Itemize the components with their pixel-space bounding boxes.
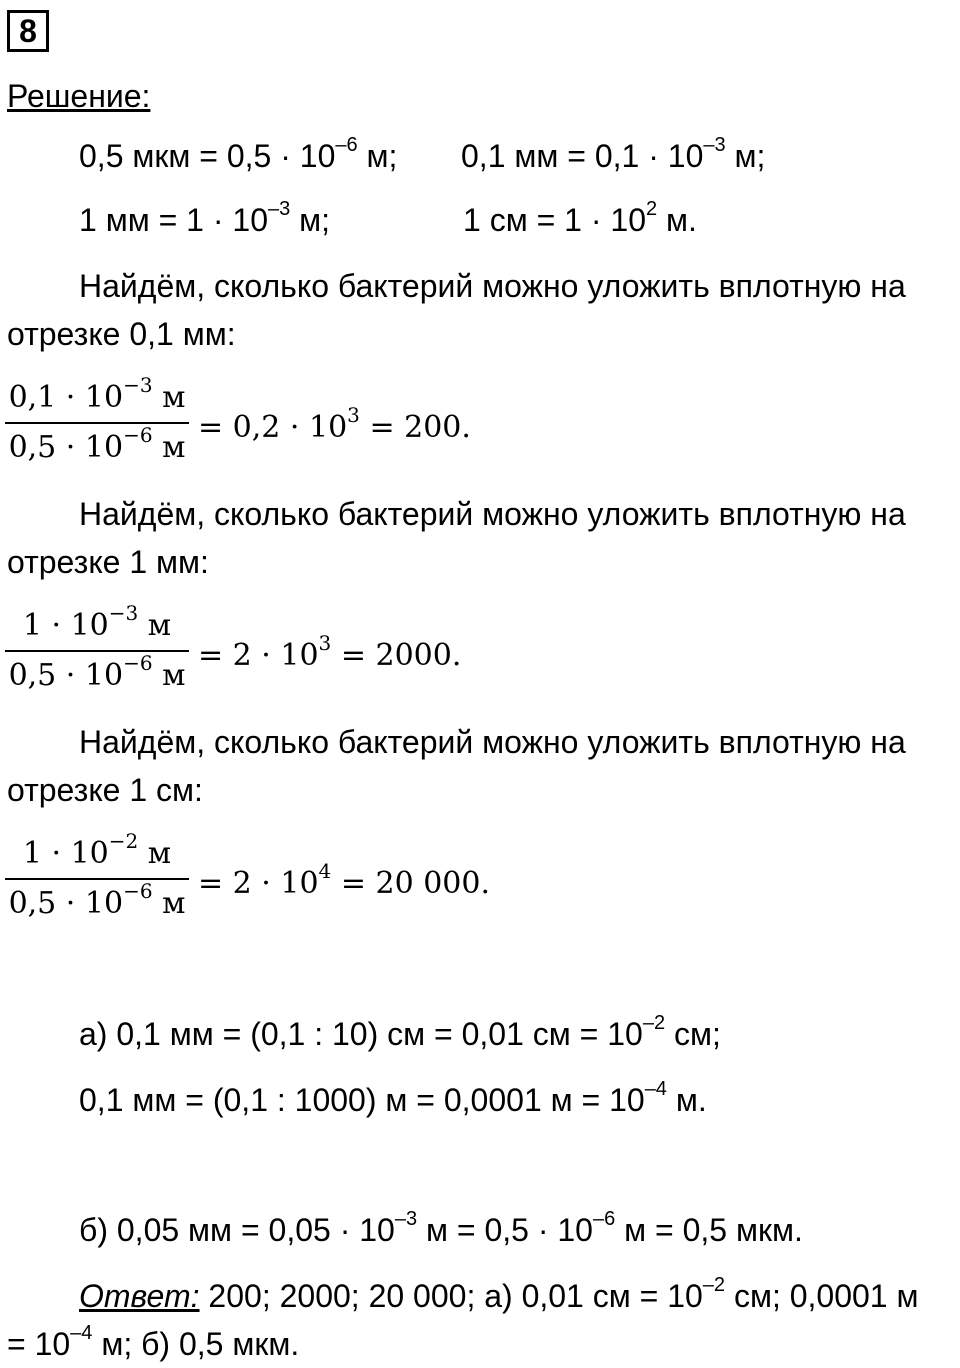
step2-text-line1: Найдём, сколько бактерий можно уложить вплотную на (79, 496, 906, 532)
step2-result: = $2 \cdot 10^3 = 2000$. (198, 631, 462, 673)
conversion-line1-left: 0,5 мкм = $0,5 \cdot 10^{-6}$ м; (79, 134, 398, 174)
part-a-line2: 0,1 мм = (0,1 : 1000) м = 0,0001 $м = 10^{-4}$ м. (79, 1078, 707, 1118)
step3-text-line2: отрезке 1 см: (7, 772, 203, 808)
answer-line2: = $10^{-4}$ м; б) 0,5 мкм. (7, 1322, 300, 1362)
step3-fraction: $1 \cdot 10^{-2}$ м $0,5 \cdot 10^{-6}$ м (5, 834, 189, 924)
solution-heading: Решение: (7, 78, 151, 114)
part-a-line1: а) 0,1 мм = (0,1 : 10) см = 0,01 см = $10^{-2}$ см; (79, 1012, 721, 1052)
step2-text-line2: отрезке 1 мм: (7, 544, 209, 580)
part-b-line1: б) 0,05 мм = $0,05 \cdot 10^{-3}$ $м = 0,5 \cdot 10^{-6}$ м = 0,5 мкм. (79, 1208, 803, 1248)
step2-fraction: $1 \cdot 10^{-3}$ м $0,5 \cdot 10^{-6}$ м (5, 606, 189, 696)
step1-result: = $0,2 \cdot 10^3 = 200$. (198, 403, 471, 445)
step1-text-line1: Найдём, сколько бактерий можно уложить вплотную на (79, 268, 906, 304)
step3-text-line1: Найдём, сколько бактерий можно уложить вплотную на (79, 724, 906, 760)
conversion-line2-right: 1 см = $1 \cdot 10^2$ м. (463, 198, 697, 238)
step3-result: = $2 \cdot 10^4 = 20$ 000. (198, 859, 490, 901)
conversion-line2-left: 1 мм = $1 \cdot 10^{-3}$ м; (79, 198, 331, 238)
answer-label: Ответ: (79, 1278, 200, 1314)
step1-fraction: $0,1 \cdot 10^{-3}$ м $0,5 \cdot 10^{-6}$ м (5, 378, 189, 468)
conversion-line1-right: 0,1 мм = $0,1 \cdot 10^{-3}$ м; (461, 134, 766, 174)
step1-text-line2: отрезке 0,1 мм: (7, 316, 236, 352)
problem-number-box: 8 (7, 10, 49, 52)
answer-line1: Ответ: 200; 2000; 20 000; а) 0,01 см = $10^{-2}$ см; 0,0001 м (79, 1274, 919, 1314)
